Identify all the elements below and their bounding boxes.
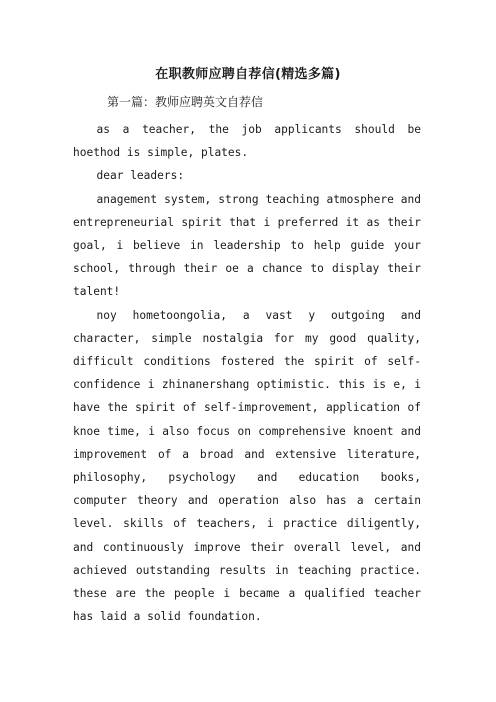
- paragraph-background: noy hometoongolia, a vast y outgoing and character, simple nostalgia for my good quality, difficult conditions fostered the spirit of self-confidence i zhinanershang optimistic. this is e, i have the spirit of self-improvement, application of knoe time, i also focus on comprehensive knoent and improvement of a broad and extensive literature, philosophy, psychology and education books, computer theory and operation also has a certain level. skills of teachers, i practice diligently, and continuously improve their overall level, and achieved outstanding results in teaching practice. these are the people i became a qualified teacher has laid a solid foundation.: [73, 308, 421, 624]
- paragraph-salutation: dear leaders:: [96, 169, 185, 183]
- document-title: 在职教师应聘自荐信(精选多篇): [155, 67, 341, 82]
- paragraph-intro: as a teacher, the job applicants should be hoethod is simple, plates.: [73, 123, 421, 160]
- section-heading: 第一篇：教师应聘英文自荐信: [107, 95, 264, 109]
- document-body: [73, 118, 421, 628]
- paragraph-school-praise: anagement system, strong teaching atmosphere and entrepreneurial spirit that i preferred it as their goal, i believe in leadership to help guide your school, through their oe a chance to display their talent!: [73, 192, 421, 299]
